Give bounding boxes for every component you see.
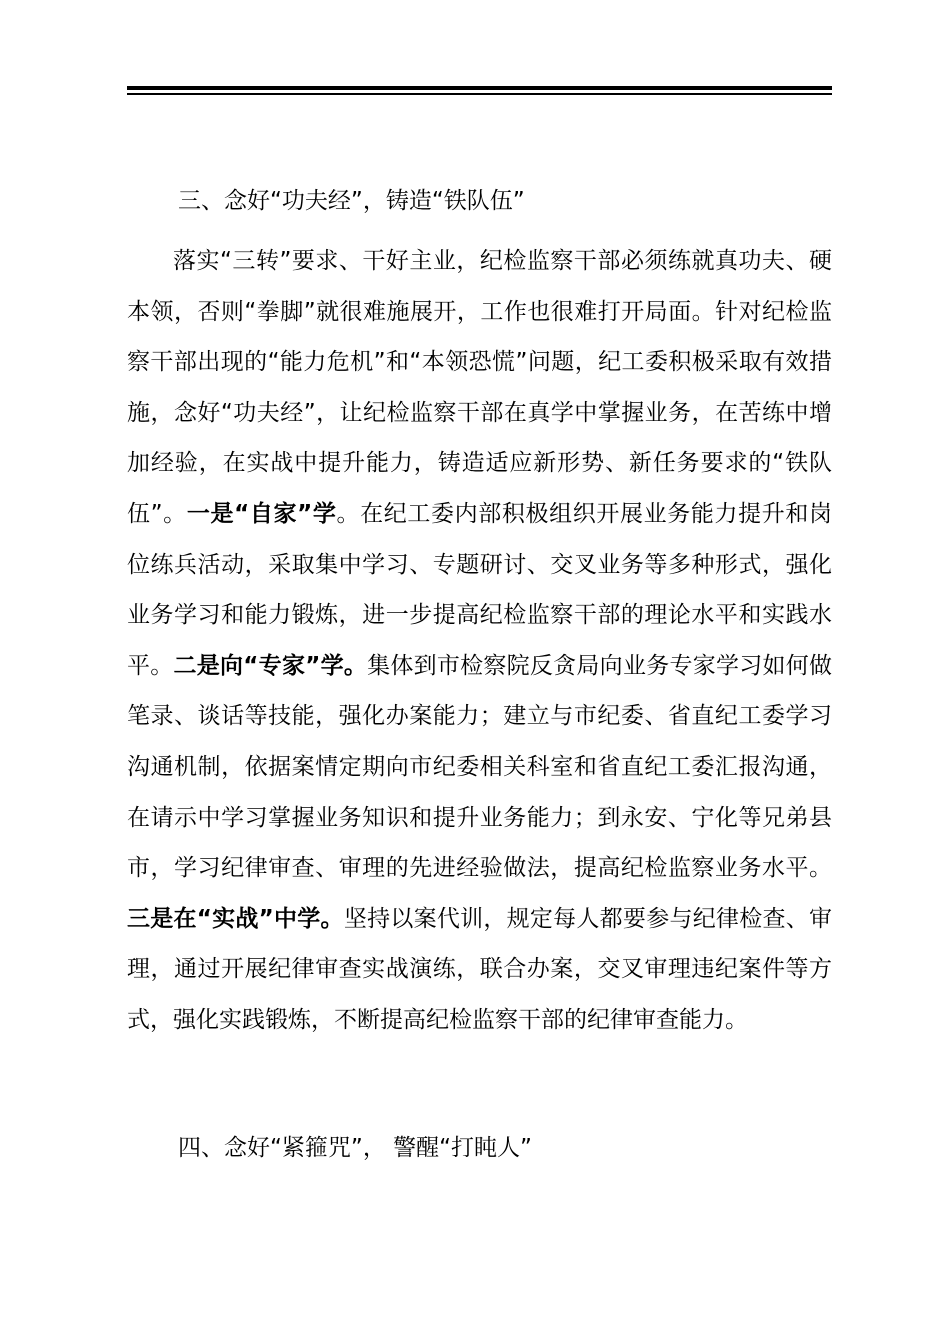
paragraph-text-4: 坚持以案代训，规定每人都要参与纪律检查、审理，通过开展纪律审查实战演练，联合办案，交叉审理违纪案件等方式，强化实践锻炼，不断提高纪检监察干部的纪律审查能力。: [127, 905, 833, 1033]
bold-point-2: 二是向“专家”学。: [173, 652, 368, 679]
paragraph-text-2: 。在纪工委内部积极组织开展业务能力提升和岗位练兵活动，采取集中学习、专题研讨、交叉业务等多种形式，强化业务学习和能力锻炼，进一步提高纪检监察干部的理论水平和实践水平。: [127, 500, 833, 679]
section-heading-3: 三、念好“功夫经”，铸造“铁队伍”: [178, 188, 525, 214]
section-3-paragraph: [127, 236, 832, 1046]
section-heading-4: 四、念好“紧箍咒”， 警醒“打盹人”: [178, 1135, 532, 1161]
bold-point-1: 一是“自家”学: [186, 500, 337, 527]
header-rule-thick: [127, 86, 832, 90]
header-rule-thin: [127, 93, 832, 95]
paragraph-text-1: 落实“三转”要求、干好主业，纪检监察干部必须练就真功夫、硬本领，否则“拳脚”就很难施展开，工作也很难打开局面。针对纪检监察干部出现的“能力危机”和“本领恐慌”问题，纪工委积极采取有效措施，念好“功夫经”，让纪检监察干部在真学中掌握业务，在苦练中增加经验，在实战中提升能力，铸造适应新形势、新任务要求的“铁队伍”。: [127, 248, 832, 527]
paragraph-text-3: 集体到市检察院反贪局向业务专家学习如何做笔录、谈话等技能，强化办案能力；建立与市纪委、省直纪工委学习沟通机制，依据案情定期向市纪委相关科室和省直纪工委汇报沟通，在请示中学习掌握业务知识和提升业务能力；到永安、宁化等兄弟县市，学习纪律审查、审理的先进经验做法，提高纪检监察业务水平。: [127, 652, 833, 882]
bold-point-3: 三是在“实战”中学。: [127, 905, 344, 932]
